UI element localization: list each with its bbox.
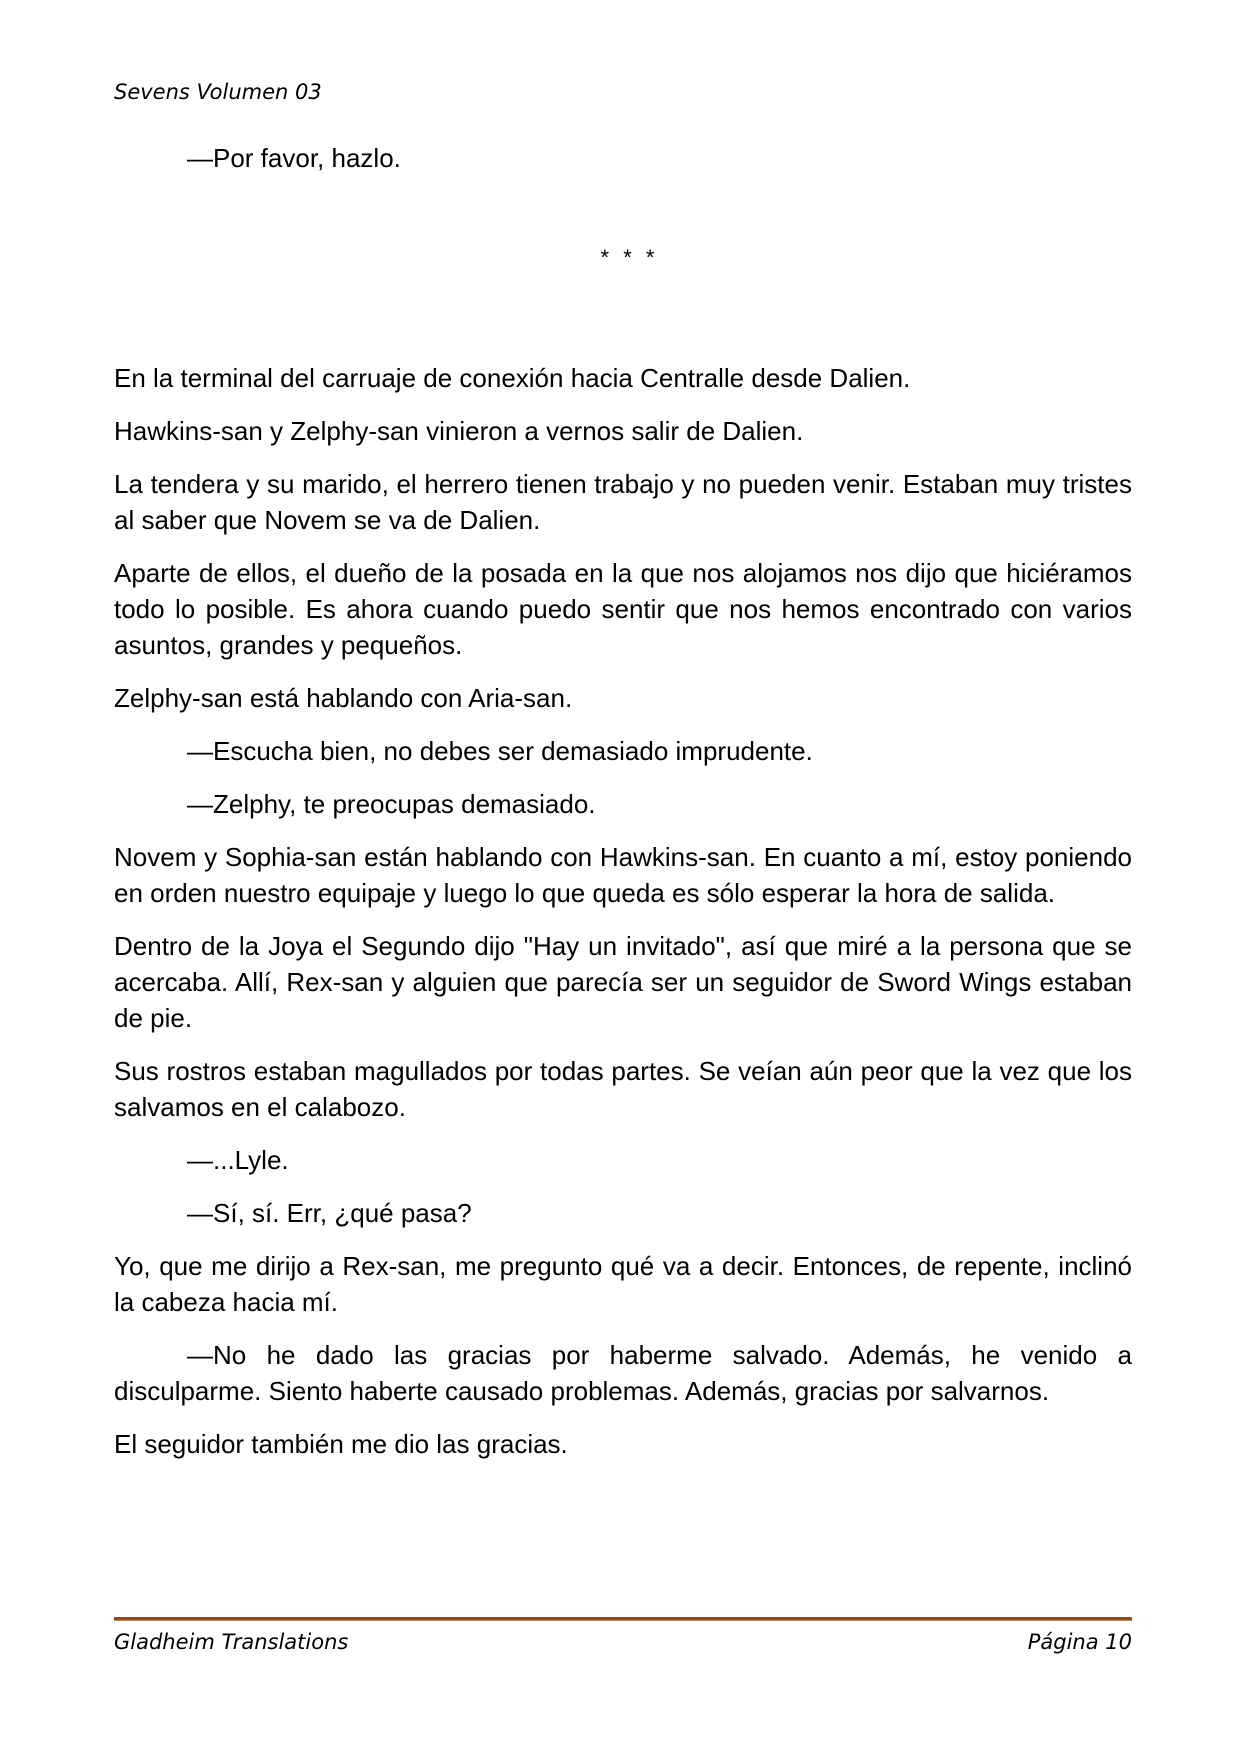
dialogue: —Escucha bien, no debes ser demasiado imprudente. <box>187 736 813 766</box>
paragraph: Novem y Sophia-san están hablando con Hawkins-san. En cuanto a mí, estoy poniendo en orden nuestro equipaje y luego lo que queda es sólo esperar la hora de salida. <box>114 842 1132 908</box>
paragraph: Zelphy-san está hablando con Aria-san. <box>114 683 573 713</box>
paragraph: Yo, que me dirijo a Rex-san, me pregunto qué va a decir. Entonces, de repente, inclinó la cabeza hacia mí. <box>114 1251 1132 1317</box>
footer-rule <box>114 1617 1132 1621</box>
footer-credit: Gladheim Translations <box>114 1630 349 1654</box>
dialogue: —Sí, sí. Err, ¿qué pasa? <box>187 1198 472 1228</box>
paragraph: Sus rostros estaban magullados por todas partes. Se veían aún peor que la vez que los salvamos en el calabozo. <box>114 1056 1132 1122</box>
paragraph: El seguidor también me dio las gracias. <box>114 1429 568 1459</box>
dialogue: —No he dado las gracias por haberme salvado. Además, he venido a disculparme. Siento haberte causado problemas. Además, gracias por salvarnos. <box>114 1340 1132 1406</box>
paragraph: —Por favor, hazlo. <box>187 143 401 173</box>
running-header: Sevens Volumen 03 <box>114 80 322 104</box>
dialogue: —...Lyle. <box>187 1145 289 1175</box>
paragraph: La tendera y su marido, el herrero tienen trabajo y no pueden venir. Estaban muy tristes al saber que Novem se va de Dalien. <box>114 469 1132 535</box>
paragraph: Aparte de ellos, el dueño de la posada en la que nos alojamos nos dijo que hiciéramos todo lo posible. Es ahora cuando puedo sentir que nos hemos encontrado con varios asuntos, grandes y pequeños. <box>114 558 1132 660</box>
paragraph: En la terminal del carruaje de conexión hacia Centralle desde Dalien. <box>114 363 911 393</box>
page-number: Página 10 <box>1027 1630 1132 1654</box>
paragraph: Dentro de la Joya el Segundo dijo "Hay un invitado", así que miré a la persona que se acercaba. Allí, Rex-san y alguien que parecía ser un seguidor de Sword Wings estaban de pie. <box>114 931 1132 1033</box>
paragraph: Hawkins-san y Zelphy-san vinieron a vernos salir de Dalien. <box>114 416 804 446</box>
scene-separator: * * * <box>600 245 659 270</box>
page-body <box>114 140 1132 1479</box>
dialogue: —Zelphy, te preocupas demasiado. <box>187 789 596 819</box>
